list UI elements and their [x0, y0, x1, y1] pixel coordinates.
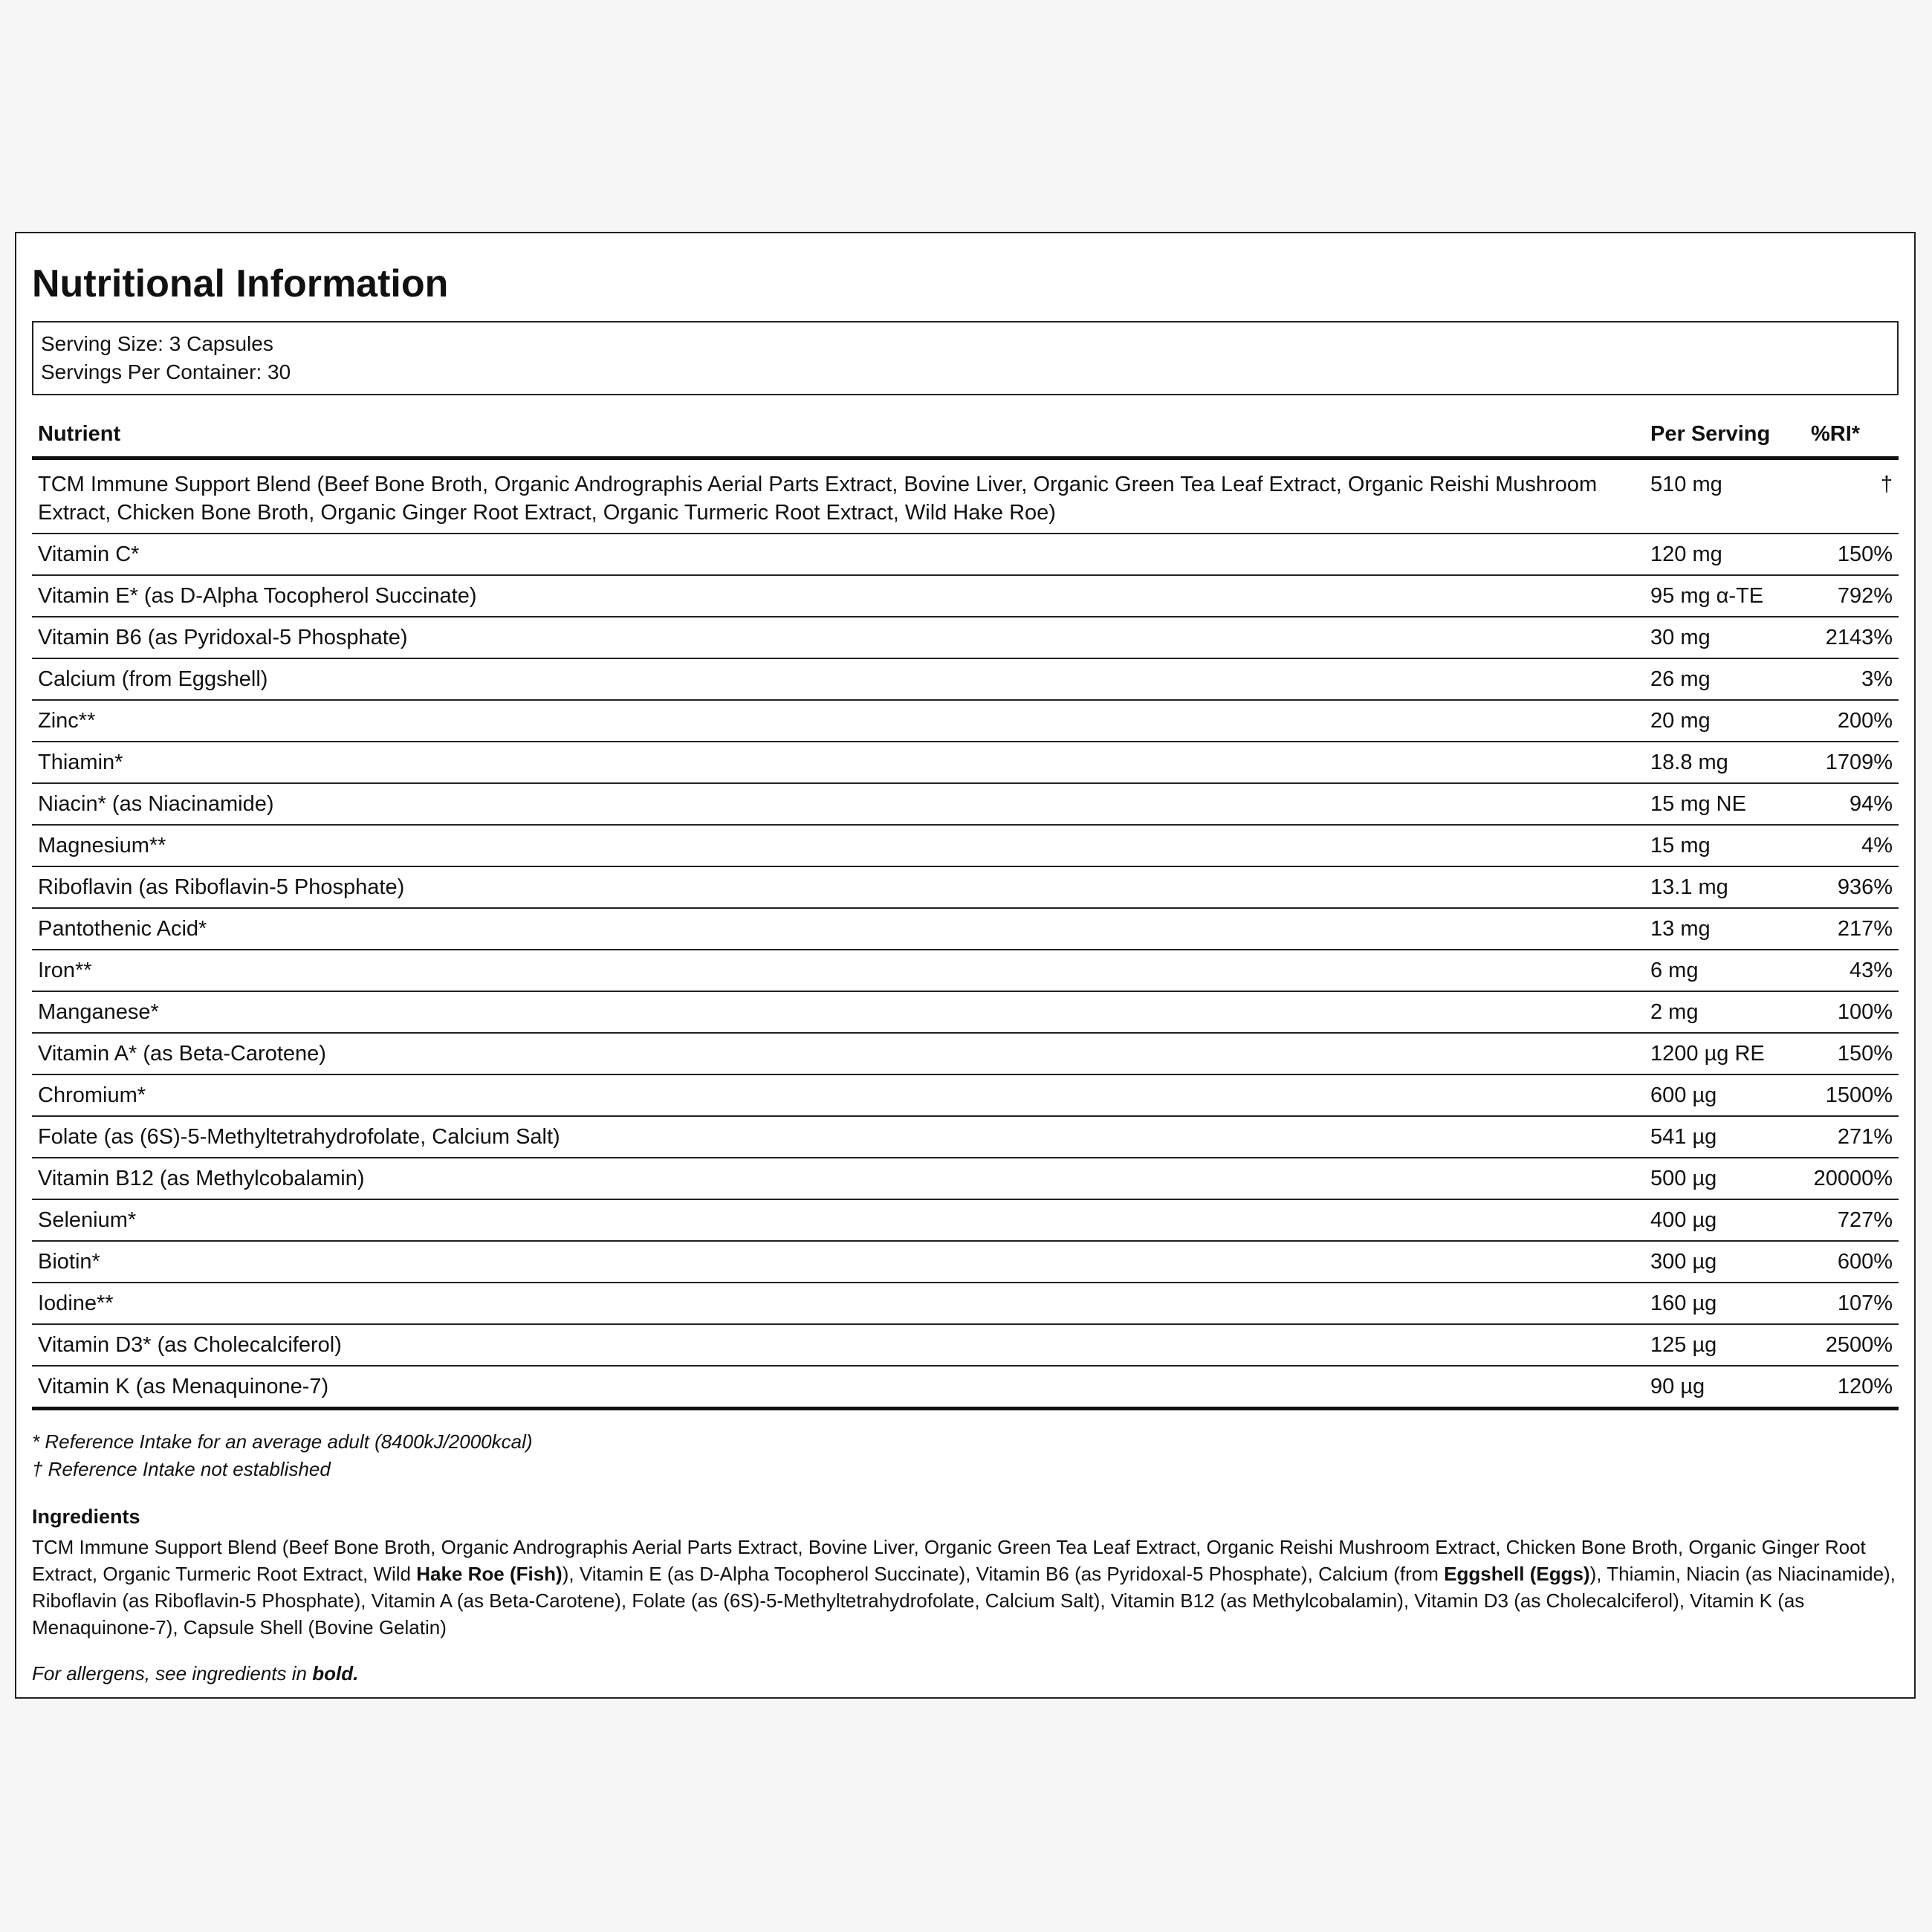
- table-row: [32, 617, 1899, 658]
- nutrient-amount: 500 µg: [1644, 1158, 1805, 1199]
- table-row: [32, 742, 1899, 783]
- header-ri: %RI*: [1805, 412, 1899, 458]
- allergen-note-bold: bold.: [312, 1662, 359, 1685]
- nutrient-amount: 160 µg: [1644, 1283, 1805, 1324]
- nutrient-table: [32, 412, 1899, 1410]
- table-row: [32, 1033, 1899, 1074]
- nutrient-ri: 2143%: [1805, 617, 1899, 658]
- nutrient-name: Vitamin C*: [32, 534, 1644, 575]
- table-row: [32, 1074, 1899, 1116]
- ingredients-segment: TCM Immune Support Blend (Beef Bone Broth, Organic Andrographis Aerial Parts Extract, Bovine Liver, Organic Green Tea Leaf Extract, Organic Reishi Mushroom Extract, Chicken Bone Broth, Organic Ginger Root Extract, Organic Turmeric Root Extract, Wild: [32, 1536, 1866, 1585]
- nutrient-amount: 120 mg: [1644, 534, 1805, 575]
- ingredients-text: [32, 1534, 1899, 1641]
- nutrient-amount: 541 µg: [1644, 1116, 1805, 1158]
- nutrient-amount: 15 mg: [1644, 825, 1805, 866]
- nutrient-ri: 107%: [1805, 1283, 1899, 1324]
- ingredients-segment: ), Thiamin, Niacin (as Niacinamide), Riboflavin (as Riboflavin-5 Phosphate), Vitamin A (as Beta-Carotene), Folate (as (6S)-5-Methyltetrahydrofolate, Calcium Salt), Vitamin B12 (as Methylcobalamin), Vitamin D3 (as Cholecalciferol), Vitamin K (as Menaquinone-7), Capsule Shell (Bovine Gelatin): [32, 1563, 1896, 1638]
- nutrient-amount: 600 µg: [1644, 1074, 1805, 1116]
- nutrient-ri: 792%: [1805, 575, 1899, 617]
- nutrient-amount: 26 mg: [1644, 658, 1805, 700]
- ingredients-segment: ), Vitamin E (as D-Alpha Tocopherol Succinate), Vitamin B6 (as Pyridoxal-5 Phosphate), Calcium (from: [562, 1563, 1445, 1585]
- nutrient-name: Vitamin K (as Menaquinone-7): [32, 1366, 1644, 1409]
- allergen-fish: Hake Roe (Fish): [416, 1563, 563, 1585]
- nutrient-rows: [32, 458, 1899, 1409]
- allergen-eggs: Eggshell (Eggs): [1444, 1563, 1590, 1585]
- nutrient-ri: 2500%: [1805, 1324, 1899, 1366]
- nutrient-amount: 300 µg: [1644, 1241, 1805, 1283]
- header-per-serving: Per Serving: [1644, 412, 1805, 458]
- nutrient-name: Biotin*: [32, 1241, 1644, 1283]
- nutrient-ri: †: [1805, 458, 1899, 534]
- table-row: [32, 866, 1899, 908]
- nutrient-ri: 271%: [1805, 1116, 1899, 1158]
- table-row: [32, 534, 1899, 575]
- table-row: [32, 1116, 1899, 1158]
- nutrient-ri: 43%: [1805, 950, 1899, 991]
- nutrient-name: Pantothenic Acid*: [32, 908, 1644, 950]
- allergen-note-text: For allergens, see ingredients in: [32, 1662, 313, 1685]
- allergen-note: [32, 1660, 1899, 1687]
- nutrient-amount: 6 mg: [1644, 950, 1805, 991]
- nutrient-name: Iron**: [32, 950, 1644, 991]
- nutrient-name: Vitamin E* (as D-Alpha Tocopherol Succinate): [32, 575, 1644, 617]
- nutrient-ri: 936%: [1805, 866, 1899, 908]
- table-row: [32, 908, 1899, 950]
- table-row: [32, 1158, 1899, 1199]
- nutrient-amount: 2 mg: [1644, 991, 1805, 1033]
- nutrient-ri: 20000%: [1805, 1158, 1899, 1199]
- nutrient-name: Selenium*: [32, 1199, 1644, 1241]
- nutrient-amount: 125 µg: [1644, 1324, 1805, 1366]
- nutrient-amount: 90 µg: [1644, 1366, 1805, 1409]
- nutrient-ri: 150%: [1805, 534, 1899, 575]
- nutrient-amount: 13.1 mg: [1644, 866, 1805, 908]
- nutrient-name: Vitamin B6 (as Pyridoxal-5 Phosphate): [32, 617, 1644, 658]
- nutrient-name: Vitamin B12 (as Methylcobalamin): [32, 1158, 1644, 1199]
- nutrient-name: Iodine**: [32, 1283, 1644, 1324]
- nutrient-amount: 400 µg: [1644, 1199, 1805, 1241]
- table-row: [32, 658, 1899, 700]
- nutrient-ri: 94%: [1805, 783, 1899, 825]
- nutrient-amount: 30 mg: [1644, 617, 1805, 658]
- nutrient-name: Vitamin D3* (as Cholecalciferol): [32, 1324, 1644, 1366]
- table-row: [32, 1199, 1899, 1241]
- nutrition-panel: [15, 232, 1916, 1699]
- footnote-dagger: † Reference Intake not established: [32, 1458, 331, 1480]
- nutrient-amount: 15 mg NE: [1644, 783, 1805, 825]
- serving-info-box: [32, 321, 1899, 395]
- table-row: [32, 700, 1899, 742]
- nutrient-amount: 20 mg: [1644, 700, 1805, 742]
- table-row: [32, 783, 1899, 825]
- nutrient-amount: 1200 µg RE: [1644, 1033, 1805, 1074]
- nutrient-name: Magnesium**: [32, 825, 1644, 866]
- nutrient-ri: 120%: [1805, 1366, 1899, 1409]
- nutrient-name: Folate (as (6S)-5-Methyltetrahydrofolate, Calcium Salt): [32, 1116, 1644, 1158]
- serving-size: Serving Size: 3 Capsules: [41, 332, 273, 355]
- footnotes: [32, 1428, 1899, 1483]
- footnote-ri: * Reference Intake for an average adult (8400kJ/2000kcal): [32, 1430, 533, 1453]
- table-row: [32, 575, 1899, 617]
- table-row: [32, 1283, 1899, 1324]
- nutrient-amount: 95 mg α-TE: [1644, 575, 1805, 617]
- table-header-row: [32, 412, 1899, 458]
- nutrient-name: Manganese*: [32, 991, 1644, 1033]
- nutrient-ri: 4%: [1805, 825, 1899, 866]
- nutrient-ri: 200%: [1805, 700, 1899, 742]
- table-row: [32, 1324, 1899, 1366]
- nutrient-name: Zinc**: [32, 700, 1644, 742]
- table-row: [32, 1241, 1899, 1283]
- nutrient-name: Thiamin*: [32, 742, 1644, 783]
- page-title: Nutritional Information: [32, 262, 449, 305]
- header-nutrient: Nutrient: [32, 412, 1644, 458]
- nutrient-name: Niacin* (as Niacinamide): [32, 783, 1644, 825]
- nutrient-name: Chromium*: [32, 1074, 1644, 1116]
- nutrient-ri: 150%: [1805, 1033, 1899, 1074]
- nutrient-name: Calcium (from Eggshell): [32, 658, 1644, 700]
- nutrient-name: Vitamin A* (as Beta-Carotene): [32, 1033, 1644, 1074]
- nutrient-amount: 18.8 mg: [1644, 742, 1805, 783]
- table-row: [32, 950, 1899, 991]
- nutrient-name: TCM Immune Support Blend (Beef Bone Broth, Organic Andrographis Aerial Parts Extract, Bovine Liver, Organic Green Tea Leaf Extract, Organic Reishi Mushroom Extract, Chicken Bone Broth, Organic Ginger Root Extract, Organic Turmeric Root Extract, Wild Hake Roe): [32, 458, 1644, 534]
- table-row: [32, 991, 1899, 1033]
- ingredients-heading: Ingredients: [32, 1505, 140, 1528]
- nutrient-ri: 727%: [1805, 1199, 1899, 1241]
- nutrient-name: Riboflavin (as Riboflavin-5 Phosphate): [32, 866, 1644, 908]
- nutrient-amount: 13 mg: [1644, 908, 1805, 950]
- nutrient-ri: 1500%: [1805, 1074, 1899, 1116]
- nutrient-ri: 600%: [1805, 1241, 1899, 1283]
- table-row: [32, 825, 1899, 866]
- table-row: [32, 1366, 1899, 1409]
- nutrient-ri: 3%: [1805, 658, 1899, 700]
- nutrient-ri: 100%: [1805, 991, 1899, 1033]
- nutrient-ri: 1709%: [1805, 742, 1899, 783]
- nutrient-amount: 510 mg: [1644, 458, 1805, 534]
- table-row: [32, 458, 1899, 534]
- nutrient-ri: 217%: [1805, 908, 1899, 950]
- servings-per-container: Servings Per Container: 30: [41, 360, 291, 383]
